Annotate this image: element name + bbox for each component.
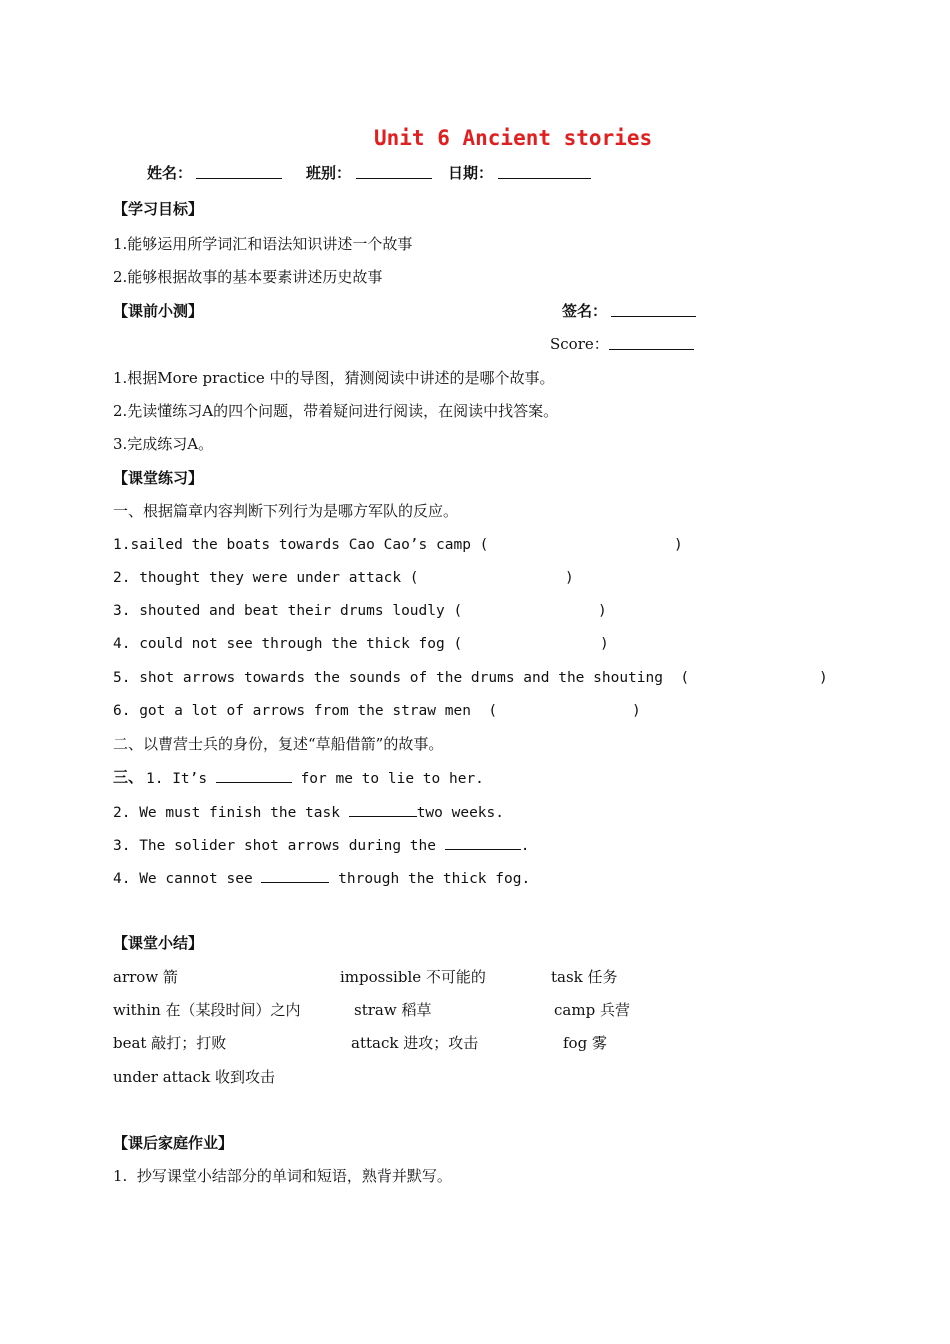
class-label: 班别： bbox=[306, 164, 352, 182]
part1-title: 一、根据篇章内容判断下列行为是哪方军队的反应。 bbox=[113, 502, 459, 520]
vocab-item: attack 进攻；攻击 bbox=[351, 1034, 479, 1052]
close-paren: ) bbox=[632, 703, 641, 719]
fill-blank-4: 4. We cannot see through the thick fog. bbox=[113, 867, 530, 889]
score-label: Score： bbox=[550, 335, 609, 353]
sign-field[interactable] bbox=[611, 301, 696, 322]
vocab-item: arrow 箭 bbox=[113, 968, 178, 986]
name-label: 姓名： bbox=[147, 164, 193, 182]
score-field[interactable] bbox=[609, 334, 694, 355]
part1-item: 3. shouted and beat their drums loudly ( bbox=[113, 603, 463, 619]
name-field[interactable] bbox=[196, 163, 282, 184]
part3-prefix: 三、 bbox=[113, 768, 144, 786]
close-paren: ) bbox=[565, 570, 574, 586]
pretest-item: 1.根据More practice 中的导图，猜测阅读中讲述的是哪个故事。 bbox=[113, 369, 555, 387]
close-paren: ) bbox=[674, 537, 683, 553]
part2-title: 二、以曹营士兵的身份，复述“草船借箭”的故事。 bbox=[113, 735, 444, 753]
practice-heading: 【课堂练习】 bbox=[113, 469, 204, 487]
blank[interactable] bbox=[349, 801, 417, 817]
sign-label: 签名： bbox=[562, 302, 608, 320]
blank[interactable] bbox=[445, 834, 521, 850]
part1-item: 1.sailed the boats towards Cao Cao’s camp ( bbox=[113, 537, 489, 553]
vocab-item: beat 敲打；打败 bbox=[113, 1034, 227, 1052]
vocab-item: impossible 不可能的 bbox=[340, 968, 486, 986]
fill-blank-2: 2. We must finish the task two weeks. bbox=[113, 801, 504, 823]
summary-heading: 【课堂小结】 bbox=[113, 934, 204, 952]
goal-item: 2.能够根据故事的基本要素讲述历史故事 bbox=[113, 268, 383, 286]
vocab-item: fog 雾 bbox=[563, 1034, 607, 1052]
part1-item: 5. shot arrows towards the sounds of the drums and the shouting ( bbox=[113, 670, 690, 686]
vocab-item: straw 稻草 bbox=[354, 1001, 432, 1019]
vocab-item: within 在（某段时间）之内 bbox=[113, 1001, 301, 1019]
fill-blank-1: 1. It’s for me to lie to her. bbox=[146, 767, 484, 789]
pretest-heading: 【课前小测】 bbox=[113, 302, 204, 320]
part1-item: 2. thought they were under attack ( bbox=[113, 570, 419, 586]
close-paren: ) bbox=[600, 636, 609, 652]
fill-blank-3: 3. The solider shot arrows during the . bbox=[113, 834, 529, 856]
pretest-item: 2.先读懂练习A的四个问题，带着疑问进行阅读，在阅读中找答案。 bbox=[113, 402, 559, 420]
class-field[interactable] bbox=[356, 163, 432, 184]
close-paren: ) bbox=[598, 603, 607, 619]
homework-item: 1. 抄写课堂小结部分的单词和短语，熟背并默写。 bbox=[113, 1167, 452, 1185]
goals-heading: 【学习目标】 bbox=[113, 200, 204, 218]
part1-item: 6. got a lot of arrows from the straw men ( bbox=[113, 703, 498, 719]
blank[interactable] bbox=[216, 767, 292, 783]
date-field[interactable] bbox=[498, 163, 591, 184]
blank[interactable] bbox=[261, 867, 329, 883]
vocab-item: camp 兵营 bbox=[554, 1001, 630, 1019]
goal-item: 1.能够运用所学词汇和语法知识讲述一个故事 bbox=[113, 235, 413, 253]
page-title: Unit 6 Ancient stories bbox=[374, 126, 653, 150]
date-label: 日期： bbox=[448, 164, 494, 182]
pretest-item: 3.完成练习A。 bbox=[113, 435, 214, 453]
vocab-item: task 任务 bbox=[551, 968, 618, 986]
vocab-item: under attack 收到攻击 bbox=[113, 1068, 275, 1086]
part1-item: 4. could not see through the thick fog ( bbox=[113, 636, 463, 652]
homework-heading: 【课后家庭作业】 bbox=[113, 1134, 234, 1152]
close-paren: ) bbox=[819, 670, 828, 686]
